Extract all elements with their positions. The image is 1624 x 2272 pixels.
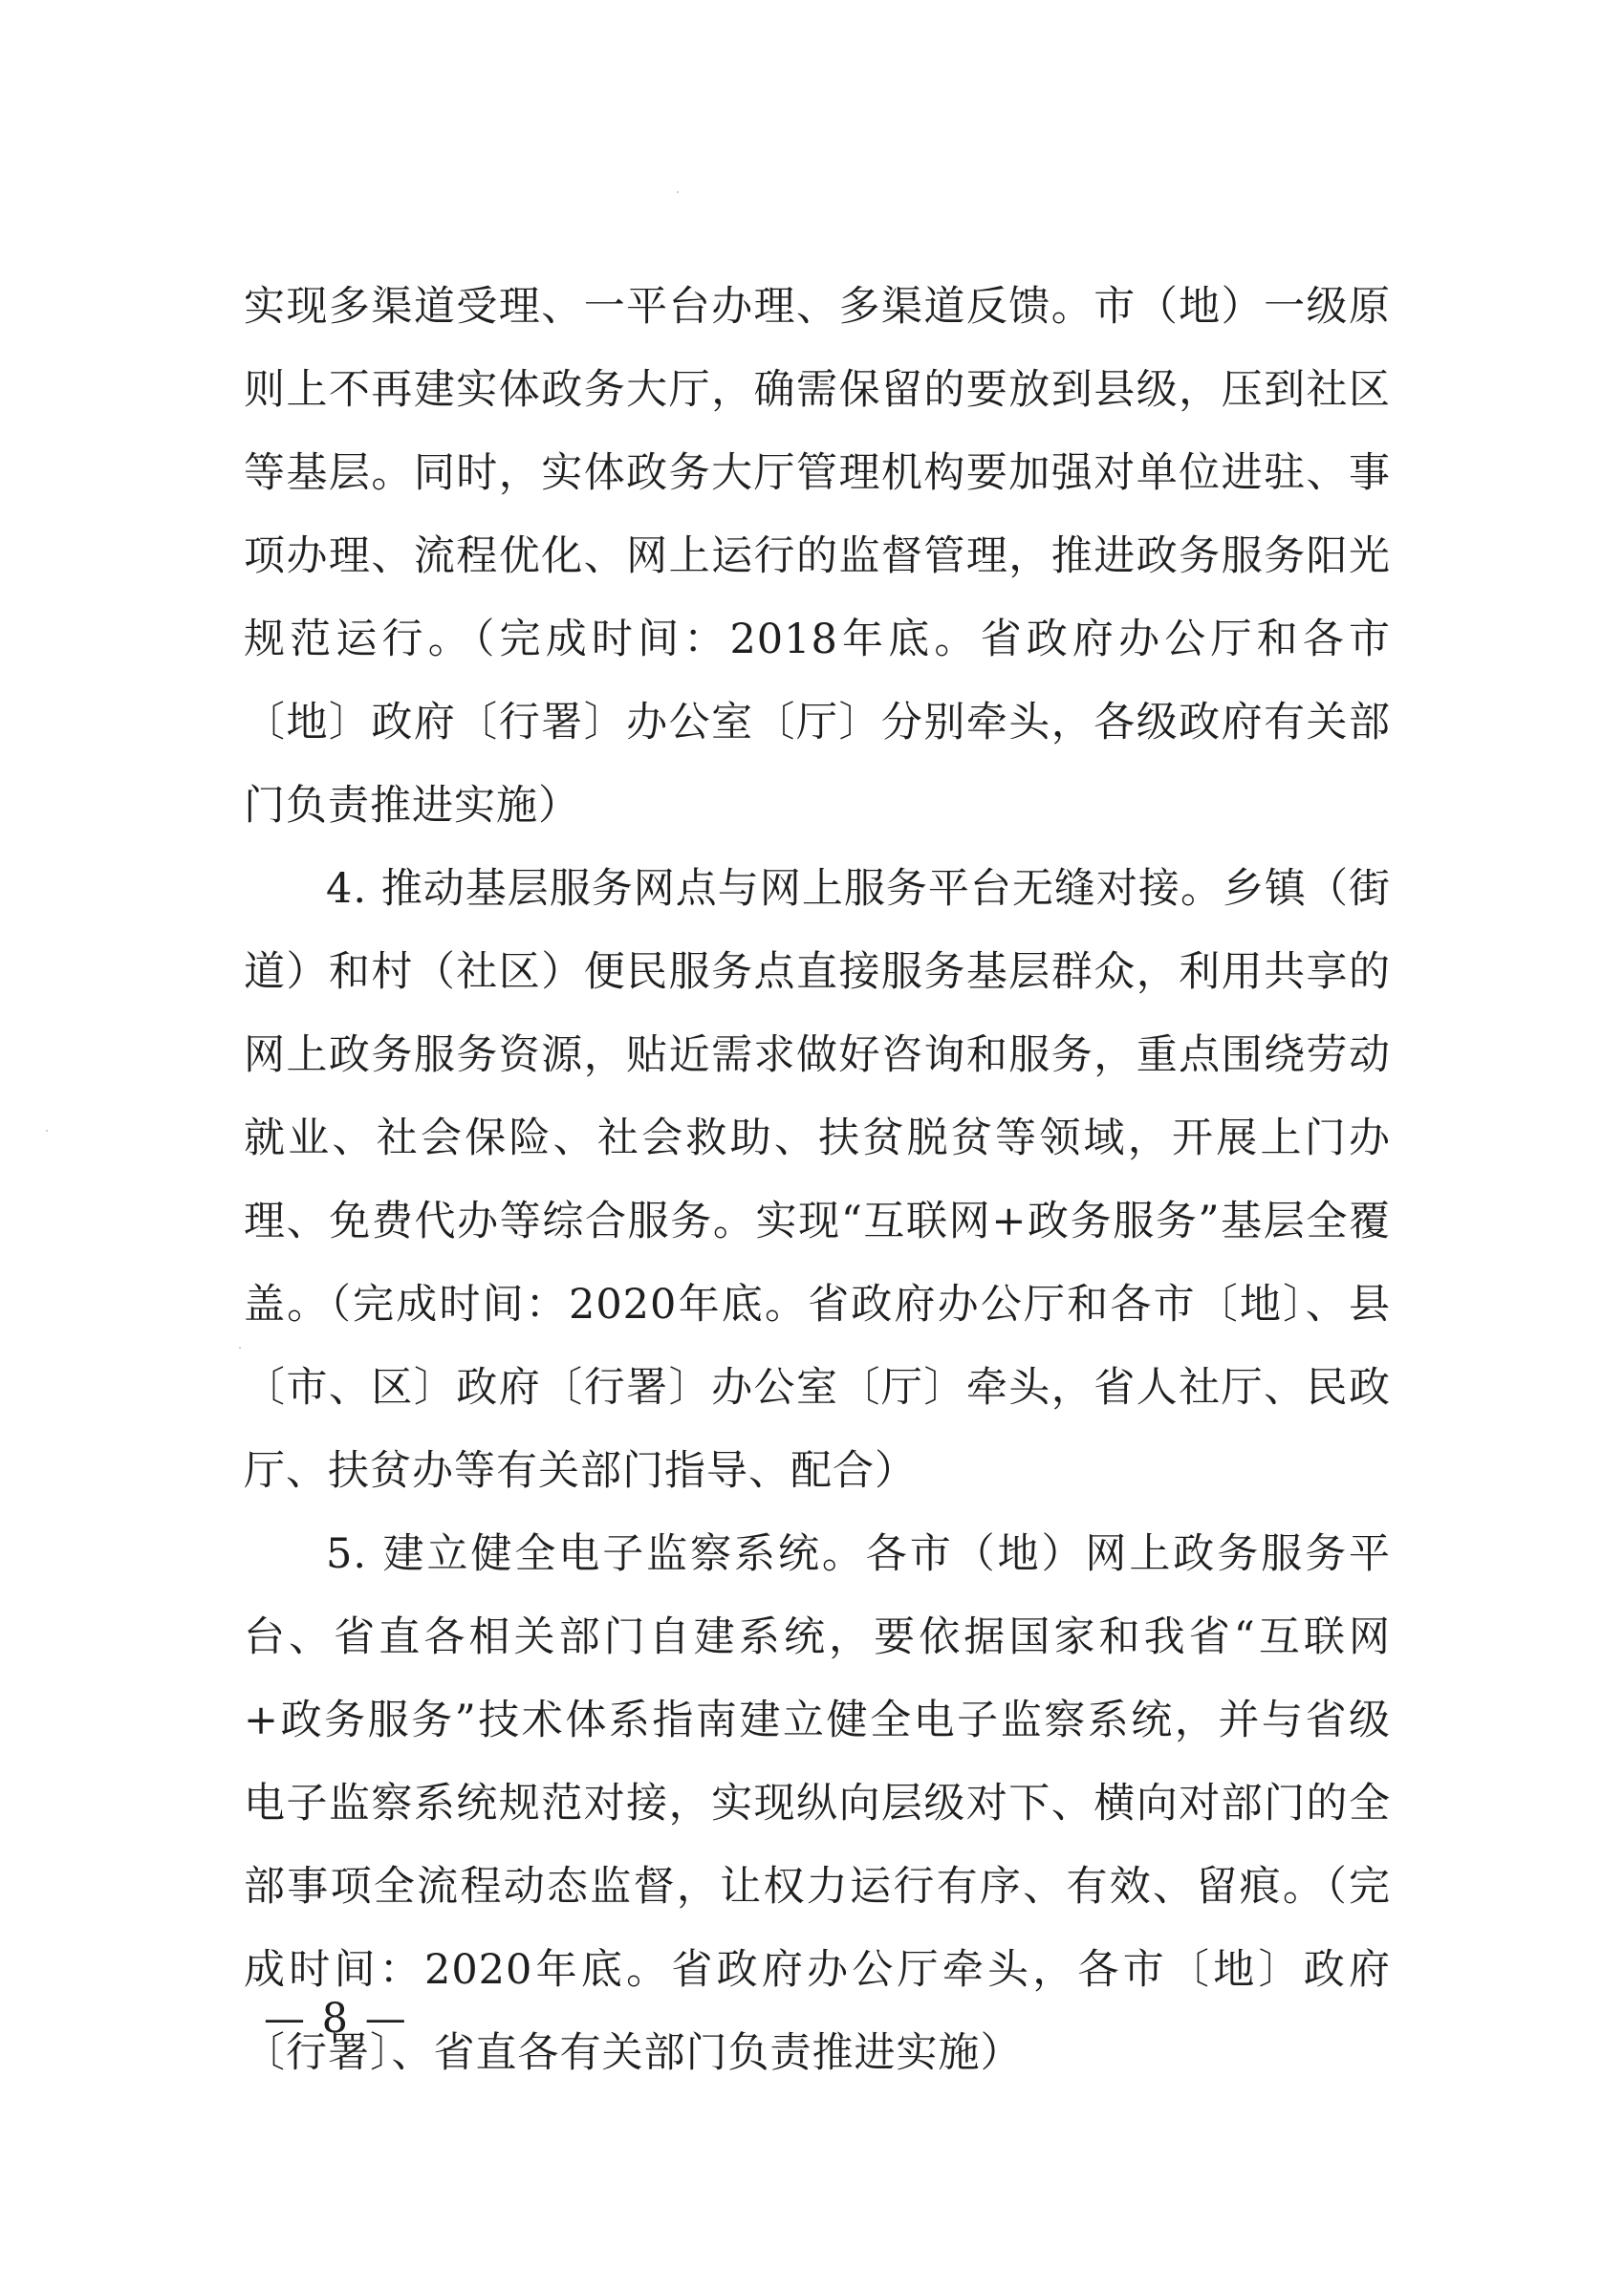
page-number: — 8 —	[264, 1995, 408, 2043]
body-text	[244, 266, 1391, 2095]
scan-speck	[677, 191, 679, 193]
paragraph-item-5: 5. 建立健全电子监察系统。各市（地）网上政务服务平台、省直各相关部门自建系统，要依据国家和我省“互联网+政务服务”技术体系指南建立健全电子监察系统，并与省级电子监察系统规范对接，实现纵向层级对下、横向对部门的全部事项全流程动态监督，让权力运行有序、有效、留痕。（完成时间：2020年底。省政府办公厅牵头，各市〔地〕政府〔行署〕、省直各有关部门负责推进实施）	[244, 1530, 1391, 2077]
paragraph-continuation: 实现多渠道受理、一平台办理、多渠道反馈。市（地）一级原则上不再建实体政务大厅，确需保留的要放到县级，压到社区等基层。同时，实体政务大厅管理机构要加强对单位进驻、事项办理、流程优化、网上运行的监督管理，推进政务服务阳光规范运行。（完成时间：2018年底。省政府办公厅和各市〔地〕政府〔行署〕办公室〔厅〕分别牵头，各级政府有关部门负责推进实施）	[244, 283, 1391, 830]
paragraph-item-4: 4. 推动基层服务网点与网上服务平台无缝对接。乡镇（街道）和村（社区）便民服务点直接服务基层群众，利用共享的网上政务服务资源，贴近需求做好咨询和服务，重点围绕劳动就业、社会保险、社会救助、扶贫脱贫等领域，开展上门办理、免费代办等综合服务。实现“互联网+政务服务”基层全覆盖。（完成时间：2020年底。省政府办公厅和各市〔地〕、县〔市、区〕政府〔行署〕办公室〔厅〕牵头，省人社厅、民政厅、扶贫办等有关部门指导、配合）	[244, 865, 1391, 1495]
scan-speck	[46, 1130, 48, 1132]
scan-speck	[239, 1347, 241, 1349]
